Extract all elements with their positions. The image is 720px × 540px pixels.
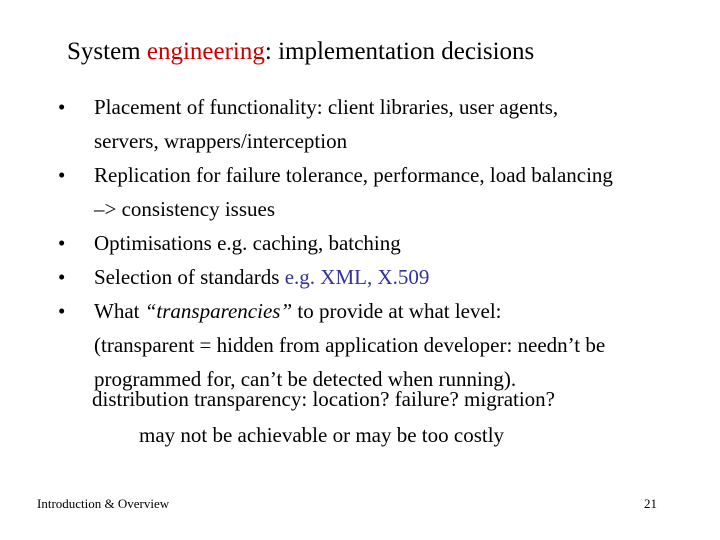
bullet-list (58, 90, 720, 396)
bullet-text-highlight: e.g. XML, X.509 (284, 265, 430, 289)
bullet-marker: • (58, 95, 66, 119)
bullet-marker: • (58, 231, 66, 255)
bullet-item-optimisations (58, 226, 720, 260)
bullet-text: Replication for failure tolerance, performance, load balancing (94, 163, 613, 187)
bullet-text (94, 294, 720, 328)
bullet-item-transparencies (58, 294, 720, 396)
bullet-text (94, 260, 720, 294)
slide-title (67, 36, 534, 68)
achievability-note: may not be achievable or may be too costly (139, 423, 505, 447)
bullet-text-prefix: Selection of standards (94, 265, 285, 289)
bullet-text-prefix: What (94, 299, 145, 323)
footer-section-title: Introduction & Overview (37, 496, 170, 511)
title-highlight: engineering (146, 38, 265, 65)
distribution-transparency-line: distribution transparency: location? failure? migration? (92, 387, 556, 411)
bullet-text-italic: “transparencies” (144, 299, 293, 323)
footer-page-number: 21 (644, 496, 657, 511)
bullet-text: Placement of functionality: client libraries, user agents, (94, 95, 559, 119)
bullet-item-replication (58, 158, 720, 226)
bullet-text-continuation: –> consistency issues (94, 197, 275, 221)
bullet-text-continuation: servers, wrappers/interception (94, 129, 348, 153)
bullet-item-placement (58, 90, 720, 158)
bullet-text-suffix: to provide at what level: (292, 299, 502, 323)
title-prefix: System (67, 38, 147, 65)
bullet-text-continuation: (transparent = hidden from application developer: needn’t be (94, 333, 606, 357)
bullet-text-continuation: programmed for, can’t be detected when running). (94, 367, 517, 391)
bullet-marker: • (58, 299, 66, 323)
bullet-item-standards (58, 260, 720, 294)
bullet-text: Optimisations e.g. caching, batching (94, 231, 401, 255)
bullet-marker: • (58, 163, 66, 187)
bullet-marker: • (58, 265, 66, 289)
title-suffix: : implementation decisions (264, 38, 535, 65)
